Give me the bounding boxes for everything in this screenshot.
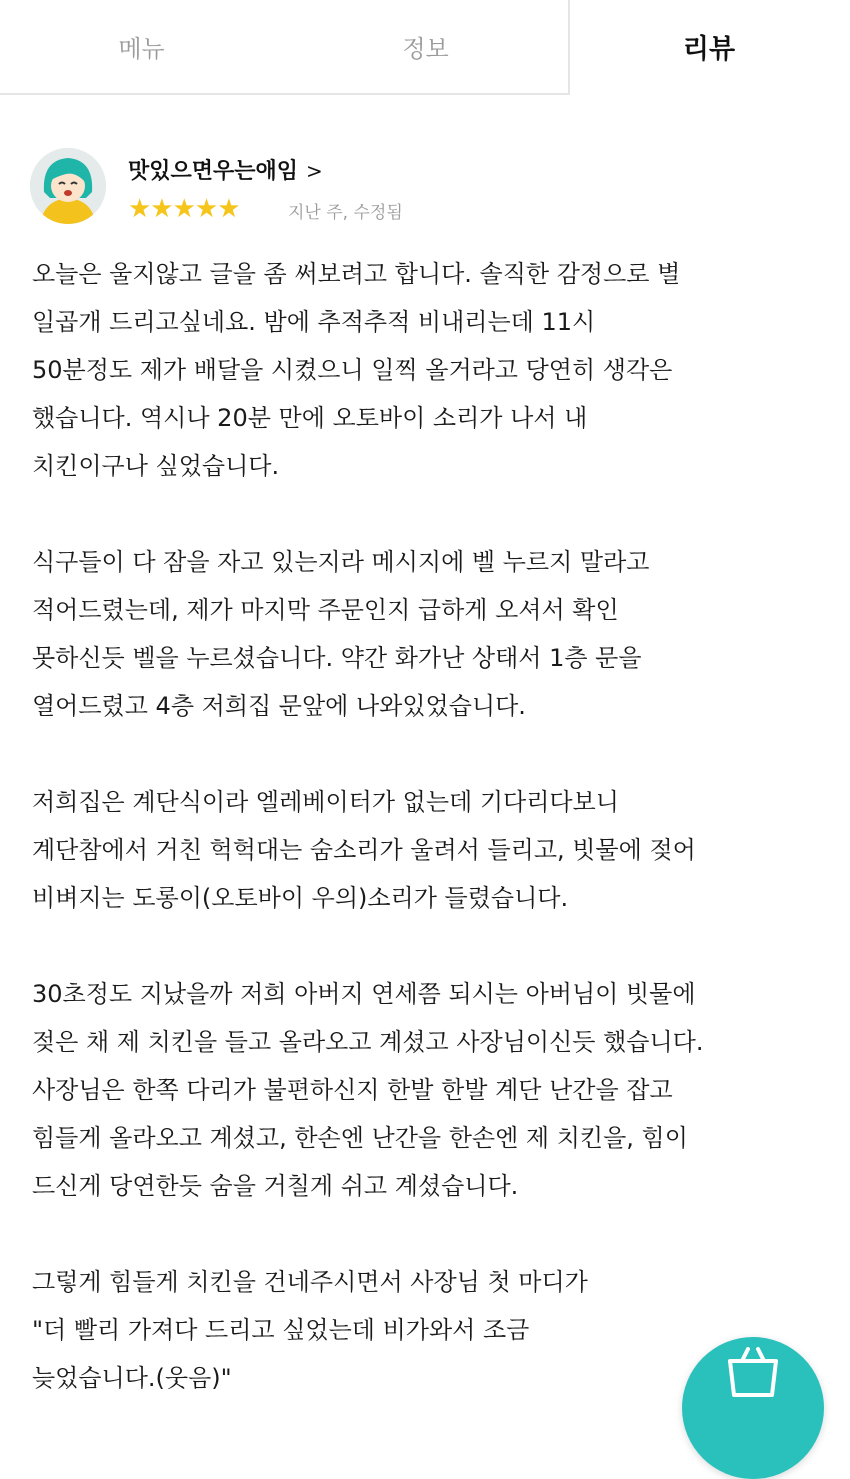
review-line: 일곱개 드리고싶네요. 밤에 추적추적 비내리는데 11시 — [32, 308, 596, 336]
cart-icon — [726, 1347, 780, 1397]
avatar-illustration — [30, 148, 106, 224]
review-line: 저희집은 계단식이라 엘레베이터가 없는데 기다리다보니 — [32, 788, 619, 816]
review-paragraph — [32, 250, 832, 490]
tab-menu[interactable]: 메뉴 — [0, 0, 283, 95]
cart-button[interactable] — [682, 1337, 824, 1479]
chevron-right-icon: > — [306, 159, 323, 183]
review-line: 계단참에서 거친 헉헉대는 숨소리가 울려서 들리고, 빗물에 젖어 — [32, 836, 696, 864]
review-line: 드신게 당연한듯 숨을 거칠게 쉬고 계셨습니다. — [32, 1172, 519, 1200]
review-line: 오늘은 울지않고 글을 좀 써보려고 합니다. 솔직한 감정으로 별 — [32, 260, 681, 288]
review-line: 했습니다. 역시나 20분 만에 오토바이 소리가 나서 내 — [32, 404, 588, 432]
review-line: 그렇게 힘들게 치킨을 건네주시면서 사장님 첫 마디가 — [32, 1268, 588, 1296]
review-line: 치킨이구나 싶었습니다. — [32, 452, 280, 480]
tab-review[interactable]: 리뷰 — [682, 34, 736, 65]
review-paragraph — [32, 778, 832, 922]
review-line: 사장님은 한쪽 다리가 불편하신지 한발 한발 계단 난간을 잡고 — [32, 1076, 673, 1104]
review-line: 늦었습니다.(웃음)" — [32, 1364, 232, 1392]
nickname-text: 맛있으면우는애임 — [128, 159, 299, 184]
review-line: 열어드렸고 4층 저희집 문앞에 나와있었습니다. — [32, 692, 526, 720]
review-body — [32, 250, 832, 1450]
review-paragraph — [32, 970, 832, 1210]
star-rating: ★★★★★ — [128, 194, 240, 224]
review-line: 적어드렸는데, 제가 마지막 주문인지 급하게 오셔서 확인 — [32, 596, 619, 624]
avatar[interactable] — [30, 148, 106, 224]
review-line: "더 빨리 가져다 드리고 싶었는데 비가와서 조금 — [32, 1316, 530, 1344]
tab-bar — [0, 0, 850, 95]
review-line: 50분정도 제가 배달을 시켰으니 일찍 올거라고 당연히 생각은 — [32, 356, 673, 384]
review-line: 30초정도 지났을까 저희 아버지 연세쯤 되시는 아버님이 빗물에 — [32, 980, 696, 1008]
review-line: 식구들이 다 잠을 자고 있는지라 메시지에 벨 누르지 말라고 — [32, 548, 650, 576]
reviewer-nickname[interactable] — [128, 154, 323, 185]
review-line: 못하신듯 벨을 누르셨습니다. 약간 화가난 상태서 1층 문을 — [32, 644, 642, 672]
tab-info[interactable]: 정보 — [283, 0, 570, 95]
review-line: 힘들게 올라오고 계셨고, 한손엔 난간을 한손엔 제 치킨을, 힘이 — [32, 1124, 688, 1152]
review-date: 지난 주, 수정됨 — [288, 203, 403, 223]
review-line: 젖은 채 제 치킨을 들고 올라오고 계셨고 사장님이신듯 했습니다. — [32, 1028, 704, 1056]
review-paragraph — [32, 538, 832, 730]
review-line: 비벼지는 도롱이(오토바이 우의)소리가 들렸습니다. — [32, 884, 569, 912]
